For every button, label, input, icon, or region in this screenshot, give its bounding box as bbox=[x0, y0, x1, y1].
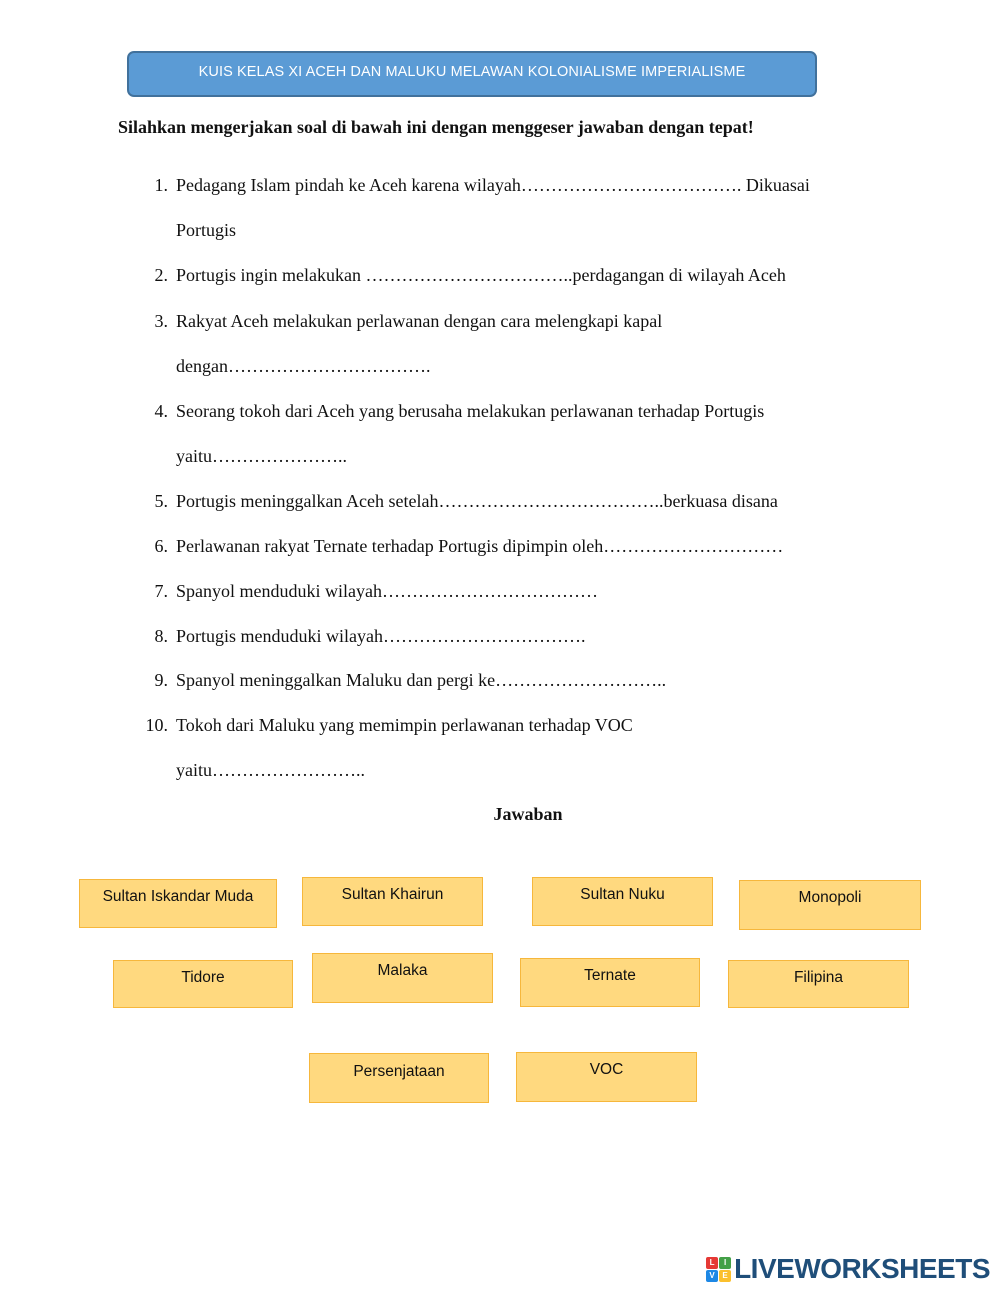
question-text: Rakyat Aceh melakukan perlawanan dengan cara melengkapi kapal bbox=[176, 311, 663, 331]
question-number: 3. bbox=[154, 311, 168, 331]
question-number: 4. bbox=[154, 401, 168, 421]
answer-chip-tidore[interactable]: Tidore bbox=[113, 960, 293, 1008]
answer-chip-ternate[interactable]: Ternate bbox=[520, 958, 700, 1007]
question-text: Spanyol menduduki wilayah……………………………… bbox=[176, 581, 598, 601]
question-number: 10. bbox=[145, 715, 168, 735]
logo-letter: V bbox=[706, 1270, 718, 1282]
logo-letter: E bbox=[719, 1270, 731, 1282]
question-text: Portugis meninggalkan Aceh setelah………………………………..berkuasa disana bbox=[176, 491, 778, 511]
question-text: Spanyol meninggalkan Maluku dan pergi ke……………………….. bbox=[176, 670, 667, 690]
question-text: Portugis ingin melakukan ……………………………..perdagangan di wilayah Aceh bbox=[176, 265, 786, 285]
question-1-continuation: Portugis bbox=[176, 220, 237, 240]
question-text: Perlawanan rakyat Ternate terhadap Portugis dipimpin oleh………………………… bbox=[176, 536, 784, 556]
answer-chip-voc[interactable]: VOC bbox=[516, 1052, 697, 1102]
question-text: Portugis menduduki wilayah……………………………. bbox=[176, 626, 586, 646]
question-number: 9. bbox=[154, 670, 168, 690]
answer-chip-sultan-nuku[interactable]: Sultan Nuku bbox=[532, 877, 713, 926]
answer-chip-malaka[interactable]: Malaka bbox=[312, 953, 493, 1003]
answer-chip-filipina[interactable]: Filipina bbox=[728, 960, 909, 1008]
question-text: Seorang tokoh dari Aceh yang berusaha melakukan perlawanan terhadap Portugis bbox=[176, 401, 765, 421]
question-number: 6. bbox=[154, 536, 168, 556]
answers-heading: Jawaban bbox=[493, 804, 563, 824]
liveworksheets-logo-icon bbox=[706, 1257, 731, 1282]
question-3-continuation: dengan……………………………. bbox=[176, 356, 431, 376]
question-number: 8. bbox=[154, 626, 168, 646]
logo-letter: L bbox=[706, 1257, 718, 1269]
answer-chip-monopoli[interactable]: Monopoli bbox=[739, 880, 921, 930]
answer-chip-persenjataan[interactable]: Persenjataan bbox=[309, 1053, 489, 1103]
question-number: 1. bbox=[154, 175, 168, 195]
question-number: 5. bbox=[154, 491, 168, 511]
question-number: 7. bbox=[154, 581, 168, 601]
answer-chip-sultan-iskandar-muda[interactable]: Sultan Iskandar Muda bbox=[79, 879, 277, 928]
question-text: Tokoh dari Maluku yang memimpin perlawanan terhadap VOC bbox=[176, 715, 633, 735]
logo-letter: I bbox=[719, 1257, 731, 1269]
question-4-continuation: yaitu………………….. bbox=[176, 446, 347, 466]
question-10-continuation: yaitu…………………….. bbox=[176, 760, 365, 780]
question-text: Pedagang Islam pindah ke Aceh karena wilayah………………………………. Dikuasai bbox=[176, 175, 810, 195]
answer-chip-sultan-khairun[interactable]: Sultan Khairun bbox=[302, 877, 483, 926]
instruction-text: Silahkan mengerjakan soal di bawah ini dengan menggeser jawaban dengan tepat! bbox=[118, 117, 754, 137]
brand-name: LIVEWORKSHEETS bbox=[734, 1253, 990, 1284]
liveworksheets-brand bbox=[706, 1252, 990, 1286]
quiz-title-banner: KUIS KELAS XI ACEH DAN MALUKU MELAWAN KOLONIALISME IMPERIALISME bbox=[127, 51, 817, 97]
question-number: 2. bbox=[154, 265, 168, 285]
